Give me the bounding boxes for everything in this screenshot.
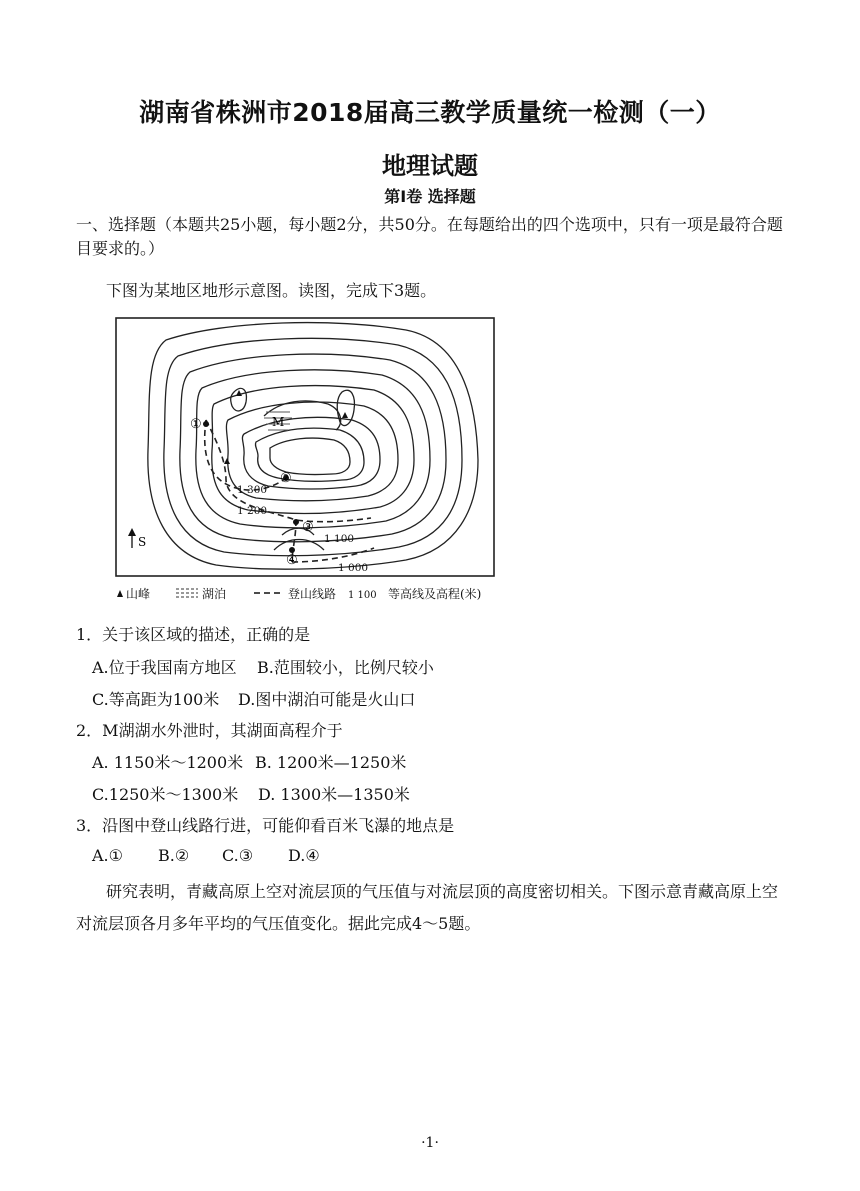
topographic-map-svg [106, 310, 498, 608]
question-2-stem: 2．M湖湖水外泄时，其湖面高程介于 [76, 721, 343, 740]
legend-trail-label: 登山线路 [288, 587, 337, 601]
instructions: 一、选择题（本题共25小题，每小题2分，共50分。在每题给出的四个选项中，只有一项是最符合题目要求的。） [76, 215, 783, 258]
north-label: S [138, 535, 147, 549]
legend-lake-label: 湖泊 [202, 587, 227, 601]
lake-label: M [272, 415, 285, 429]
contour-line [196, 370, 430, 528]
question-3-option-c: C.③ [222, 846, 254, 865]
question-1-option-a: A.位于我国南方地区 [92, 658, 237, 677]
legend-lake-icon [176, 589, 198, 597]
subject-title: 地理试题 [382, 152, 478, 180]
contour-label: 1 000 [338, 562, 369, 574]
contour-line [255, 428, 364, 481]
question-group-intro-2: 研究表明，青藏高原上空对流层顶的气压值与对流层顶的高度密切相关。下图示意青藏高原上空对流层顶各月多年平均的气压值变化。据此完成4～5题。 [76, 882, 779, 933]
question-2-option-c: C.1250米～1300米 [92, 785, 239, 804]
page-number: ·1· [421, 1135, 439, 1151]
legend-peak-label: 山峰 [126, 587, 151, 601]
contour-label: 1 100 [324, 533, 355, 545]
question-3-stem: 3．沿图中登山线路行进，可能仰看百米飞瀑的地点是 [76, 816, 455, 835]
contour-line [270, 438, 350, 475]
question-2-option-b: B. 1200米—1250米 [255, 753, 407, 772]
trail-path [205, 420, 286, 490]
point-label-4: ④ [286, 553, 298, 568]
exam-title: 湖南省株洲市2018届高三教学质量统一检测（一） [139, 98, 721, 127]
question-1-option-b: B.范围较小，比例尺较小 [257, 658, 434, 677]
legend-contour-sample: 1 100 [348, 590, 377, 601]
map-frame [116, 318, 494, 576]
legend-contour-label: 等高线及高程(米) [388, 587, 482, 601]
question-group-intro: 下图为某地区地形示意图。读图，完成下3题。 [106, 281, 437, 300]
section-title: 第Ⅰ卷 选择题 [384, 187, 476, 206]
point-label-2: ② [280, 471, 292, 486]
point-label-3: ③ [302, 520, 314, 535]
question-2-option-a: A. 1150米～1200米 [92, 753, 244, 772]
legend-peak-icon [117, 590, 123, 597]
topographic-map [106, 310, 498, 608]
question-3-option-d: D.④ [288, 846, 320, 865]
contour-label: 1 300 [237, 484, 268, 496]
question-2-option-d: D. 1300米—1350米 [258, 785, 410, 804]
north-arrow-icon [128, 528, 146, 549]
question-3-option-a: A.① [92, 846, 123, 865]
peak-icon [236, 390, 242, 396]
peak-icon [342, 412, 348, 418]
contour-label: 1 200 [237, 505, 268, 517]
question-3-option-b: B.② [158, 846, 190, 865]
question-1-option-c: C.等高距为100米 [92, 690, 220, 709]
question-1-stem: 1．关于该区域的描述，正确的是 [76, 625, 311, 644]
peak-icon [224, 458, 230, 464]
question-1-option-d: D.图中湖泊可能是火山口 [238, 690, 416, 709]
point-label-1: ① [190, 417, 202, 432]
